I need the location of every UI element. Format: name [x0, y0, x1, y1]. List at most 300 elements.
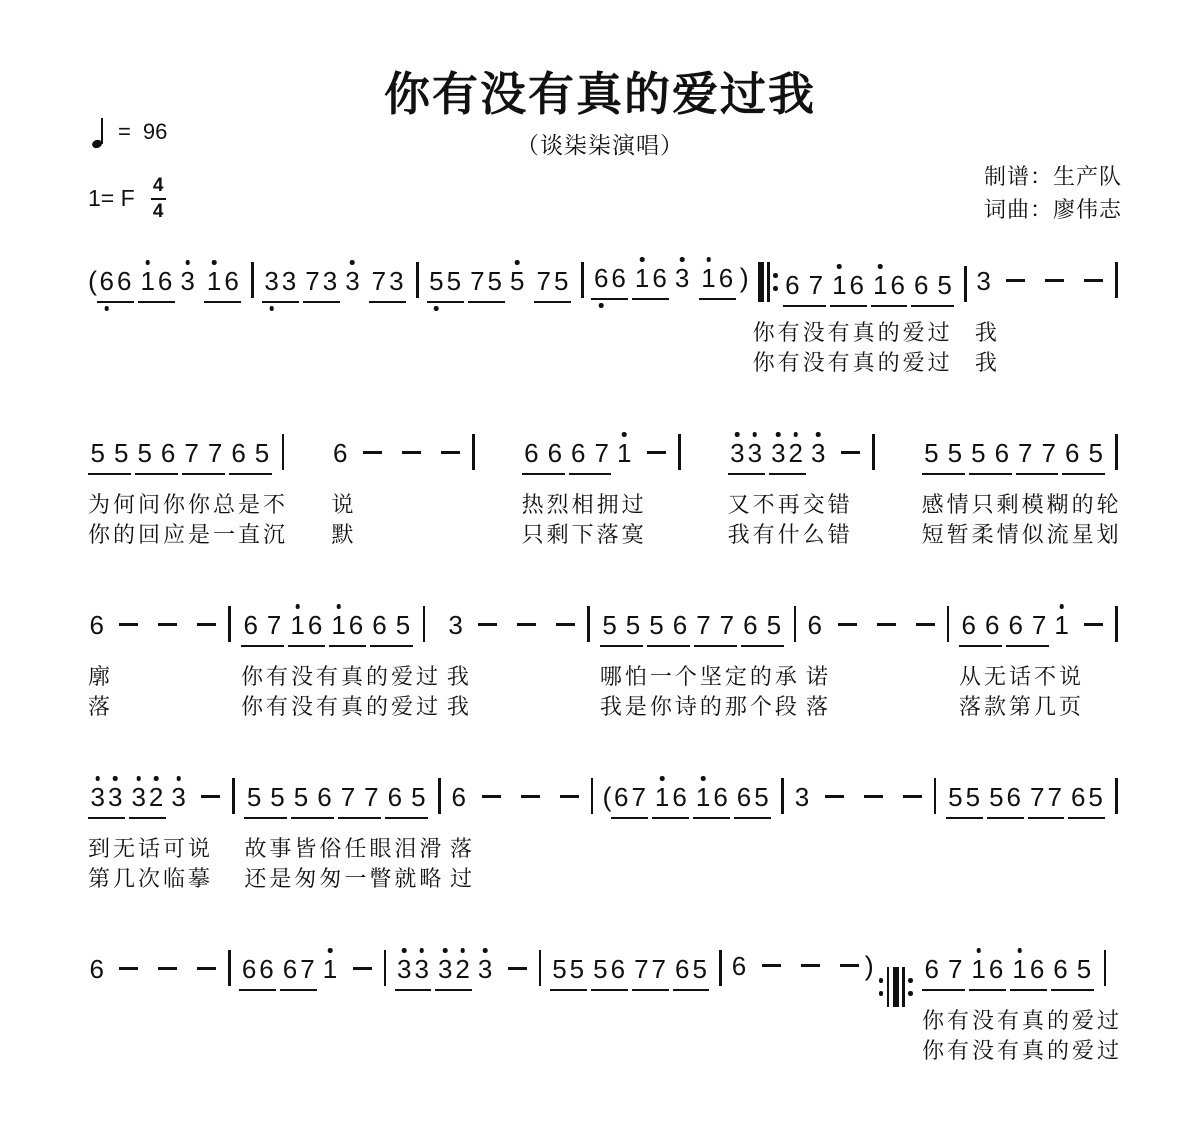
note: 7	[536, 266, 551, 296]
duration-dash	[197, 623, 216, 626]
underline-group	[969, 437, 1012, 475]
underline-group	[632, 953, 669, 991]
measure	[331, 434, 478, 550]
barline	[1104, 950, 1107, 986]
note: 7	[651, 954, 666, 984]
underline-group	[741, 609, 784, 647]
notes-tokens	[975, 266, 1122, 296]
underline-group	[600, 609, 643, 647]
note: 6	[387, 782, 403, 812]
measure	[450, 778, 597, 894]
note: 6	[332, 438, 348, 468]
notes-tokens	[946, 782, 1122, 812]
underline-group	[280, 953, 317, 991]
barline	[282, 434, 285, 470]
note: 2	[454, 953, 471, 986]
duration-dash	[201, 795, 220, 798]
measure	[975, 262, 1122, 378]
underline-group	[1006, 609, 1049, 647]
note: 1	[831, 269, 848, 302]
underline-group	[239, 953, 276, 991]
underline-group	[244, 781, 287, 819]
duration-dash	[353, 967, 372, 970]
lyric-line-1: 为何问你你总是不	[88, 492, 289, 517]
barline	[251, 262, 254, 298]
repeat-dot	[773, 273, 778, 278]
notes-row	[522, 434, 685, 480]
duration-dash	[197, 967, 216, 970]
duration-dash	[158, 623, 177, 626]
underline-group	[591, 262, 628, 300]
note: 2	[147, 781, 164, 814]
measure	[88, 606, 235, 722]
note: 7	[371, 266, 387, 296]
duration-dash	[478, 623, 497, 626]
duration-dash	[841, 451, 860, 454]
measure	[244, 778, 444, 894]
note: 6	[372, 610, 387, 640]
score-line	[88, 778, 1122, 950]
note: 5	[1076, 954, 1092, 984]
page-title: 你有没有真的爱过我	[384, 68, 816, 120]
notes-tokens	[88, 610, 235, 640]
lyric-line-2: 我	[446, 693, 472, 719]
lyric-line-2: 第几次临摹	[88, 865, 214, 891]
octave-dot-above	[295, 604, 300, 609]
note: 2	[787, 437, 804, 470]
measure	[728, 434, 879, 550]
note: 6	[592, 262, 609, 295]
underline-group	[769, 437, 806, 475]
note: 5	[937, 270, 952, 300]
note: 6	[571, 438, 586, 468]
note: 6	[924, 954, 939, 984]
octave-dot-above	[660, 776, 665, 781]
barline	[964, 266, 967, 302]
note: 1	[330, 609, 347, 642]
notes-tokens	[88, 954, 235, 984]
underline-group	[534, 265, 571, 303]
duration-dash	[560, 795, 579, 798]
note: 6	[611, 263, 626, 293]
underline-group	[871, 269, 908, 307]
underline-group	[911, 269, 954, 307]
underline-group	[550, 953, 587, 991]
measure	[793, 778, 940, 824]
note: 1	[1011, 953, 1028, 986]
note: 5	[113, 438, 129, 468]
barline	[781, 778, 784, 814]
notes-row	[806, 606, 953, 652]
octave-dot-above	[776, 432, 781, 437]
note: 7	[340, 782, 356, 812]
repeat-dots	[773, 273, 778, 290]
notes-row	[395, 950, 546, 996]
note: 6	[317, 782, 332, 812]
octave-dot-above	[878, 264, 883, 269]
note: 6	[451, 782, 466, 812]
underline-group	[204, 265, 241, 303]
notes-row	[591, 262, 748, 308]
underline-group	[969, 953, 1006, 991]
notes-row	[730, 950, 917, 996]
barline	[678, 434, 681, 470]
barline	[872, 434, 875, 470]
notes-row	[946, 778, 1122, 824]
notes-tokens	[793, 782, 940, 812]
measure	[262, 262, 423, 308]
duration-dash	[825, 795, 844, 798]
note: 3	[170, 781, 187, 814]
underline-group	[229, 437, 272, 475]
measure	[922, 434, 1122, 550]
note: 6	[307, 610, 323, 640]
notes-row	[88, 778, 239, 824]
underline-group	[728, 437, 765, 475]
note: 6	[1070, 782, 1086, 812]
underline-group	[946, 781, 983, 819]
octave-dot-above	[753, 432, 758, 437]
parenthesis: (	[602, 782, 612, 812]
notes-tokens	[522, 438, 685, 468]
note: 7	[947, 954, 963, 984]
lyric-line-1: 感情只剩模糊的轮	[921, 492, 1122, 517]
measure	[88, 778, 239, 894]
underline-group	[632, 262, 669, 300]
note: 3	[810, 437, 827, 470]
key-label: 1= F	[88, 185, 135, 212]
barline	[934, 778, 937, 814]
duration-dash	[838, 623, 857, 626]
note: 5	[428, 265, 445, 298]
notes-row	[331, 434, 478, 480]
notes-tokens	[600, 610, 800, 640]
measure	[522, 434, 685, 550]
note: 5	[649, 610, 664, 640]
notes-row	[241, 606, 441, 652]
underline-group	[329, 609, 366, 647]
note: 5	[293, 782, 309, 812]
underline-group	[569, 437, 612, 475]
note: 7	[300, 954, 315, 984]
note: 6	[613, 782, 629, 812]
note: 3	[263, 265, 280, 298]
barline	[438, 778, 441, 814]
note: 6	[731, 951, 747, 981]
note: 7	[364, 782, 379, 812]
octave-dot-above	[419, 948, 424, 953]
notes-tokens	[591, 263, 749, 293]
lyric-line-2: 过	[450, 865, 476, 891]
thick-bar	[893, 967, 899, 1007]
score-line	[88, 606, 1122, 778]
octave-dot-above	[976, 948, 981, 953]
note: 7	[594, 438, 609, 468]
note: 6	[1008, 610, 1023, 640]
duration-dash	[877, 623, 896, 626]
underline-group	[135, 437, 178, 475]
underline-group	[435, 953, 472, 991]
lyric-line-1: 从无话不说	[959, 664, 1085, 689]
note: 5	[411, 782, 426, 812]
measure	[730, 950, 917, 996]
notes-tokens	[88, 266, 258, 296]
notes-tokens	[239, 954, 390, 984]
measure	[395, 950, 546, 996]
underline-group	[291, 781, 334, 819]
underline-group	[468, 265, 505, 303]
tempo-bpm: 96	[142, 119, 168, 144]
notes-row	[922, 434, 1122, 480]
octave-dot-above	[136, 776, 141, 781]
note: 3	[89, 781, 106, 814]
notes-tokens	[241, 610, 429, 640]
duration-dash	[1045, 279, 1064, 282]
duration-dash	[916, 623, 935, 626]
octave-dot-above	[1017, 948, 1022, 953]
repeat-dot	[908, 978, 913, 983]
note: 3	[413, 953, 430, 986]
measure	[959, 606, 1122, 722]
note: 6	[89, 610, 104, 640]
lyric-line-1: 落	[450, 836, 476, 861]
repeat-dot	[879, 978, 884, 983]
octave-dot-below	[434, 306, 439, 311]
note: 1	[700, 262, 717, 295]
note: 7	[266, 610, 282, 640]
octave-dot-above	[443, 948, 448, 953]
notes-tokens	[728, 438, 879, 468]
note: 3	[673, 262, 690, 295]
note: 1	[694, 781, 711, 814]
octave-dot-above	[706, 257, 711, 262]
note: 7	[1047, 782, 1062, 812]
octave-dot-above	[350, 260, 355, 265]
thin-bar	[767, 262, 769, 302]
note: 7	[1031, 610, 1047, 640]
measure	[241, 606, 441, 722]
note: 6	[890, 270, 905, 300]
barline	[416, 262, 419, 298]
measure	[88, 950, 235, 996]
note: 6	[610, 954, 626, 984]
time-signature-line	[151, 198, 166, 200]
credits-composer: 词曲：廖伟志	[983, 197, 1122, 222]
duration-dash	[864, 795, 883, 798]
octave-dot-above	[837, 264, 842, 269]
lyric-line-1: 你有没有真的爱过	[921, 1008, 1122, 1033]
note: 1	[653, 781, 670, 814]
note: 6	[98, 265, 115, 298]
note: 6	[157, 266, 173, 296]
underline-group	[922, 437, 965, 475]
notes-row	[600, 606, 800, 652]
barline	[384, 950, 387, 986]
note: 6	[116, 266, 132, 296]
note: 1	[205, 265, 222, 298]
note: 3	[746, 437, 763, 470]
note: 6	[348, 610, 364, 640]
time-signature	[151, 176, 166, 221]
octave-dot-above	[735, 432, 740, 437]
note: 6	[224, 266, 239, 296]
underline-group	[693, 781, 730, 819]
notes-tokens	[550, 954, 726, 984]
note: 5	[948, 782, 963, 812]
note: 7	[808, 270, 824, 300]
quarter-note-icon	[92, 116, 106, 148]
note: 3	[396, 953, 413, 986]
measure	[591, 262, 748, 308]
note: 6	[282, 954, 298, 984]
octave-dot-above	[328, 948, 333, 953]
measure	[88, 434, 288, 550]
notes-tokens	[450, 782, 597, 812]
underline-group	[369, 265, 406, 303]
octave-dot-above	[176, 776, 181, 781]
note: 6	[913, 270, 929, 300]
measure	[427, 262, 588, 308]
note: 3	[322, 266, 338, 296]
note: 7	[1018, 438, 1033, 468]
barline	[947, 606, 950, 642]
note: 6	[785, 270, 800, 300]
note: 1	[970, 953, 987, 986]
note: 6	[736, 782, 752, 812]
lyric-line-1: 哪怕一个坚定的承	[599, 664, 800, 689]
notes-row	[959, 606, 1122, 652]
note: 1	[872, 269, 889, 302]
note: 6	[1029, 954, 1045, 984]
underline-group	[1051, 953, 1094, 991]
underline-group	[959, 609, 1002, 647]
octave-dot-above	[622, 432, 627, 437]
octave-dot-above	[336, 604, 341, 609]
note: 7	[634, 954, 649, 984]
octave-dot-above	[95, 776, 100, 781]
thick-bar	[758, 262, 764, 302]
note: 6	[259, 954, 274, 984]
notes-tokens	[806, 610, 953, 640]
page-subtitle: （谈柒柒演唱）	[516, 132, 684, 158]
octave-dot-above	[515, 260, 520, 265]
underline-group	[734, 781, 771, 819]
measure	[239, 950, 390, 996]
underline-group	[1062, 437, 1105, 475]
duration-dash	[521, 795, 540, 798]
octave-dot-above	[402, 948, 407, 953]
note: 3	[344, 265, 361, 298]
note: 7	[207, 438, 223, 468]
octave-dot-above	[483, 948, 488, 953]
duration-dash	[1084, 279, 1103, 282]
tempo-mark	[92, 116, 167, 148]
note: 3	[448, 610, 463, 640]
notes-row	[922, 950, 1122, 996]
repeat-end-begin-barline	[879, 967, 913, 1007]
repeat-begin-barline	[758, 262, 778, 302]
notes-row	[88, 950, 235, 996]
duration-dash	[482, 795, 501, 798]
duration-dash	[840, 964, 859, 967]
note: 6	[849, 270, 865, 300]
underline-group	[182, 437, 225, 475]
parenthesis: (	[88, 266, 97, 296]
note: 7	[470, 266, 485, 296]
note: 1	[1053, 609, 1070, 642]
note: 5	[569, 954, 585, 984]
barline	[228, 606, 231, 642]
notes-tokens	[427, 266, 588, 296]
underline-group	[338, 781, 381, 819]
note: 5	[989, 782, 1004, 812]
note: 5	[625, 610, 641, 640]
barline	[794, 606, 797, 642]
barline	[1115, 778, 1118, 814]
note: 5	[553, 266, 569, 296]
measure	[600, 606, 800, 722]
note: 6	[231, 438, 246, 468]
note: 6	[652, 263, 667, 293]
barline	[1115, 434, 1118, 470]
underline-group	[427, 265, 464, 303]
duration-dash	[402, 451, 421, 454]
note: 3	[281, 266, 297, 296]
notes-tokens	[244, 782, 444, 812]
note: 6	[675, 954, 690, 984]
note: 3	[794, 782, 810, 812]
underline-group	[783, 269, 826, 307]
note: 5	[692, 954, 707, 984]
note: 5	[254, 438, 270, 468]
key-signature	[88, 176, 166, 221]
duration-dash	[1006, 279, 1025, 282]
notes-tokens	[922, 954, 1110, 984]
note: 6	[961, 610, 976, 640]
underline-group	[673, 953, 710, 991]
note: 1	[289, 609, 306, 642]
octave-dot-above	[460, 948, 465, 953]
notes-tokens	[922, 438, 1122, 468]
lyric-line-1: 到无话可说	[88, 836, 214, 861]
note: 3	[389, 266, 404, 296]
barline	[232, 778, 235, 814]
score-line	[88, 950, 1122, 1122]
parenthesis: )	[864, 951, 874, 981]
note: 3	[729, 437, 746, 470]
notes-row	[244, 778, 444, 824]
note: 5	[754, 782, 769, 812]
octave-dot-below	[599, 303, 604, 308]
duration-dash	[801, 964, 820, 967]
underline-group	[1016, 437, 1059, 475]
notes-row	[728, 434, 879, 480]
note: 6	[1006, 782, 1021, 812]
notes-row	[88, 434, 288, 480]
note: 1	[321, 953, 338, 986]
lyric-line-2: 你有没有真的爱过	[752, 349, 953, 375]
notes-row	[88, 606, 235, 652]
note: 5	[1088, 438, 1103, 468]
note: 1	[139, 265, 156, 298]
repeat-dot	[773, 286, 778, 291]
notes-tokens	[331, 438, 478, 468]
notes-tokens	[959, 610, 1122, 640]
tempo-equals: =	[118, 119, 131, 144]
duration-dash	[517, 623, 536, 626]
note: 6	[89, 954, 104, 984]
notes-row	[975, 262, 1122, 308]
